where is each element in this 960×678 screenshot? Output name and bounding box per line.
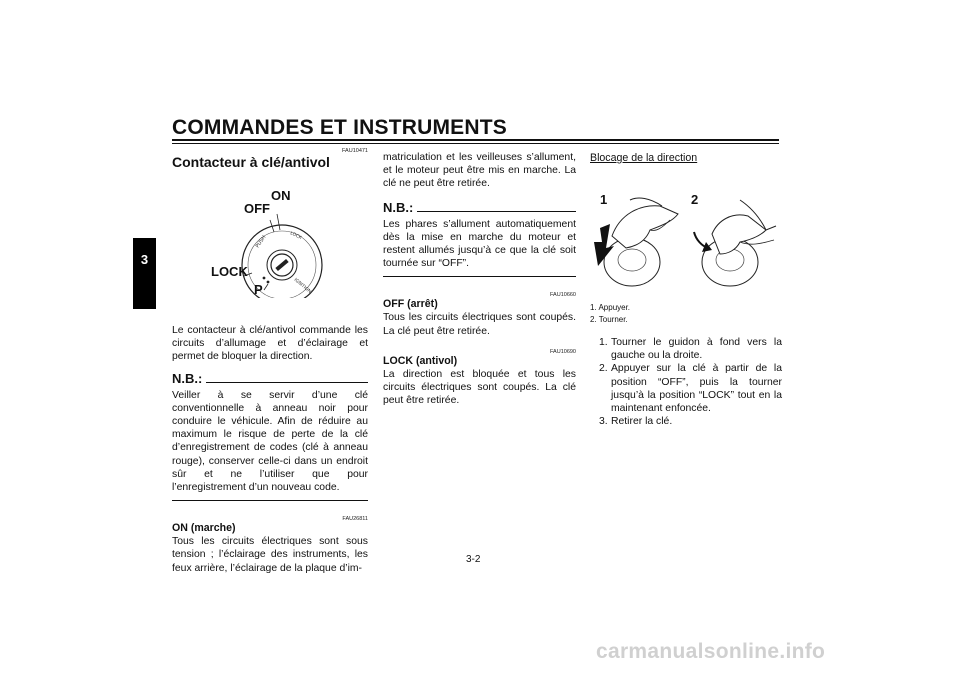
note-text-2: Les phares s’allument automatiquement dès la mise en marche du moteur et restent allumés jusqu’à ce que la clé soit tournée sur “OFF”. <box>383 218 576 270</box>
svg-text:PUSH: PUSH <box>254 234 268 250</box>
ignition-switch-illustration <box>172 170 368 298</box>
note-heading-1 <box>172 371 368 386</box>
step-text: Appuyer sur la clé à partir de la position “OFF”, puis la tourner jusqu’à la position “LOCK” tout en la maintenant enfoncée. <box>611 363 782 415</box>
step-text: Tourner le guidon à fond vers la gauche ou la droite. <box>611 337 782 362</box>
step-number: 2. <box>599 363 608 375</box>
figure-label-on: ON <box>271 188 291 203</box>
figure-caption-1: 1. Appuyer. <box>590 303 631 312</box>
step-item <box>599 362 782 415</box>
section-code: FAU10660 <box>550 292 576 299</box>
header-rule-thin <box>172 143 779 144</box>
page-number: 3-2 <box>466 554 481 565</box>
svg-text:LOCK: LOCK <box>289 231 303 241</box>
note-end-rule-1 <box>172 500 368 501</box>
ignition-switch-figure <box>172 170 368 298</box>
steering-lock-illustration <box>590 170 782 292</box>
subsection-title-off: OFF (arrêt) <box>383 298 438 311</box>
section-code: FAU10690 <box>550 348 576 355</box>
steps-list <box>590 336 782 428</box>
note-rule <box>206 382 368 383</box>
figure-label-1: 1 <box>600 192 608 207</box>
subsection-title-lock: LOCK (antivol) <box>383 354 458 367</box>
step-text: Retirer la clé. <box>611 416 673 428</box>
note-label: N.B.: <box>383 199 414 215</box>
figure-label-off: OFF <box>244 201 270 216</box>
svg-text:IGNITION: IGNITION <box>292 277 312 295</box>
step-item <box>599 415 782 428</box>
figure-label-2: 2 <box>691 192 699 207</box>
lock-paragraph: La direction est bloquée et tous les circuits électriques sont coupés. La clé peut être retirée. <box>383 368 576 407</box>
subsection-title-on: ON (marche) <box>172 522 236 535</box>
chapter-tab: 3 <box>133 238 156 309</box>
note-rule <box>417 211 576 212</box>
figure-label-lock: LOCK <box>211 264 248 279</box>
step-number: 1. <box>599 337 608 348</box>
step-number: 3. <box>599 416 608 428</box>
column-1 <box>172 148 368 575</box>
step-item <box>599 336 782 362</box>
steering-lock-figure <box>590 170 782 292</box>
intro-paragraph: Le contacteur à clé/antivol commande les circuits d’allumage et d’éclairage et permet de bloquer la direction. <box>172 325 368 363</box>
on-paragraph-start: Tous les circuits électriques sont sous tension ; l’éclairage des instruments, les feux arrière, l’éclairage de la plaque d’im- <box>172 536 368 574</box>
section-title-steering-lock: Blocage de la direction <box>590 152 698 164</box>
watermark: carmanualsonline.info <box>596 640 826 663</box>
on-paragraph-continued: matriculation et les veilleuses s’allument, et le moteur peut être mis en marche. La clé ne peut être retirée. <box>383 152 576 190</box>
page-header-title: COMMANDES ET INSTRUMENTS <box>172 116 507 139</box>
note-end-rule-2 <box>383 276 576 277</box>
header-rule-thick <box>172 139 779 141</box>
figure-label-p: P <box>254 282 263 297</box>
section-code: FAU10471 <box>342 148 368 154</box>
section-code: FAU26811 <box>342 516 368 523</box>
note-text-1: Veiller à se servir d’une clé conventionnelle à anneau noir pour conduire le véhicule. Afin de réduire au maximum le risque de perte de la clé d’enregistrement de codes (clé à anneau rouge), conserver celle-ci dans un endroit sûr et ne l’utiliser que pour l’enregistrement d’un nouveau code. <box>172 389 368 494</box>
note-label: N.B.: <box>172 370 203 386</box>
off-paragraph: Tous les circuits électriques sont coupés. La clé peut être retirée. <box>383 312 576 337</box>
figure-caption-2: 2. Tourner. <box>590 315 628 324</box>
column-2 <box>383 151 576 407</box>
note-heading-2 <box>383 200 576 215</box>
section-title-ignition-switch: Contacteur à clé/antivol <box>172 154 330 170</box>
column-3 <box>590 152 782 428</box>
